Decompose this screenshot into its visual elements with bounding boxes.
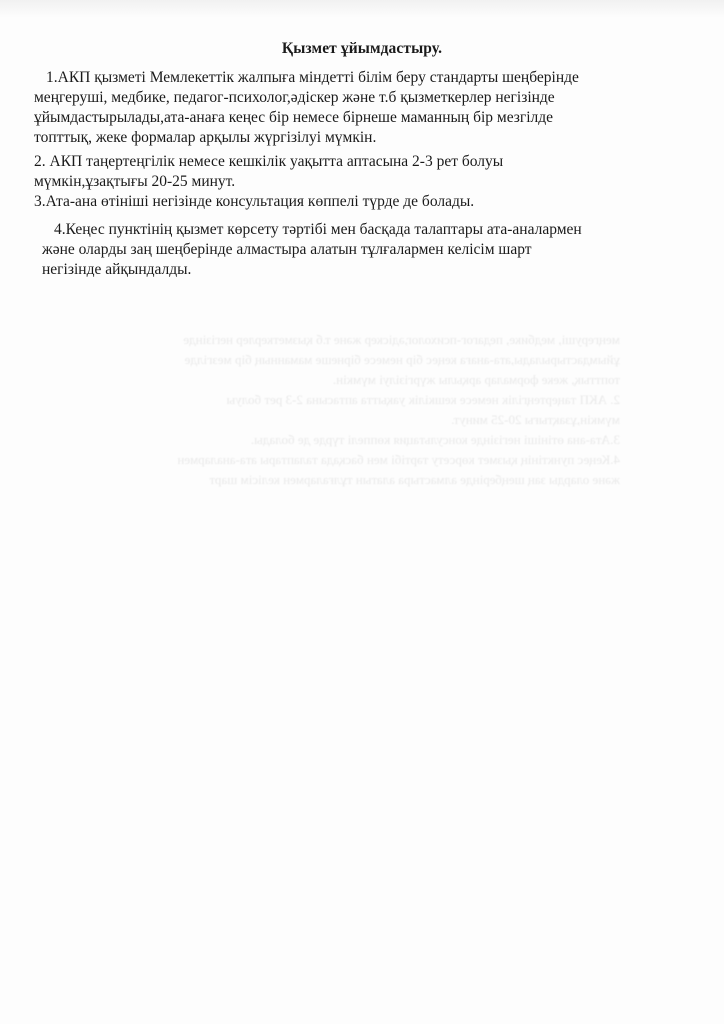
paragraph-line: 1.АКП қызметі Мемлекеттік жалпыға міндетті білім беру стандарты шеңберінде xyxy=(46,69,579,86)
bleed-line: 2. АКП таңертеңгілік немесе кешкілік уақытта аптасына 2-3 рет болуы xyxy=(226,392,620,407)
paragraph-line: ұйымдастырылады,ата-анаға кеңес бір немесе бірнеше маманның бір мезгілде xyxy=(34,109,554,126)
bleed-line: 3.Ата-ана өтініші негізінде консультация көппелі түрде де болады. xyxy=(250,432,620,447)
paragraph-line: 2. АКП таңертеңгілік немесе кешкілік уақытта аптасына 2-3 рет болуы xyxy=(34,153,504,170)
show-through-text xyxy=(100,330,620,490)
paragraph-line: топттық, жеке формалар арқылы жүргізілуі мүмкін. xyxy=(34,129,377,146)
paragraph-line: және оларды заң шеңберінде алмастыра алатын тұлғалармен келісім шарт xyxy=(42,241,532,258)
paragraph-3 xyxy=(34,192,674,212)
paragraph-line: 3.Ата-ана өтініші негізінде консультация көппелі түрде де болады. xyxy=(34,193,475,210)
paragraph-1 xyxy=(34,68,674,148)
bleed-line: меңгеруші, медбике, педагог-психолог,әдіскер және т.б қызметкерлер негізінде xyxy=(183,332,620,347)
document-title: Қызмет ұйымдастыру. xyxy=(281,40,443,57)
bleed-line: топттық, жеке формалар арқылы жүргізілуі мүмкін. xyxy=(332,372,620,387)
bleed-line: мүмкін,ұзақтығы 20-25 минут. xyxy=(451,412,620,427)
bleed-line: және оларды заң шеңберінде алмастыра алатын тұлғалармен келісім шарт xyxy=(209,472,620,487)
paragraph-line: меңгеруші, медбике, педагог-психолог,әдіскер және т.б қызметкерлер негізінде xyxy=(34,89,555,106)
scan-shadow xyxy=(0,0,724,18)
paragraph-2 xyxy=(34,152,674,192)
bleed-line: ұйымдастырылады,ата-анаға кеңес бір немесе бірнеше маманның бір мезгілде xyxy=(184,352,620,367)
paragraph-line: 4.Кеңес пунктінің қызмет көрсету тәртібі мен басқада талаптары ата-аналармен xyxy=(54,221,582,238)
paragraph-line: мүмкін,ұзақтығы 20-25 минут. xyxy=(34,173,236,190)
bleed-line: 4.Кеңес пунктінің қызмет көрсету тәртібі мен басқада талаптары ата-аналармен xyxy=(177,452,620,467)
paragraph-line: негізінде айқындалды. xyxy=(42,261,192,278)
paragraph-4 xyxy=(42,220,682,280)
